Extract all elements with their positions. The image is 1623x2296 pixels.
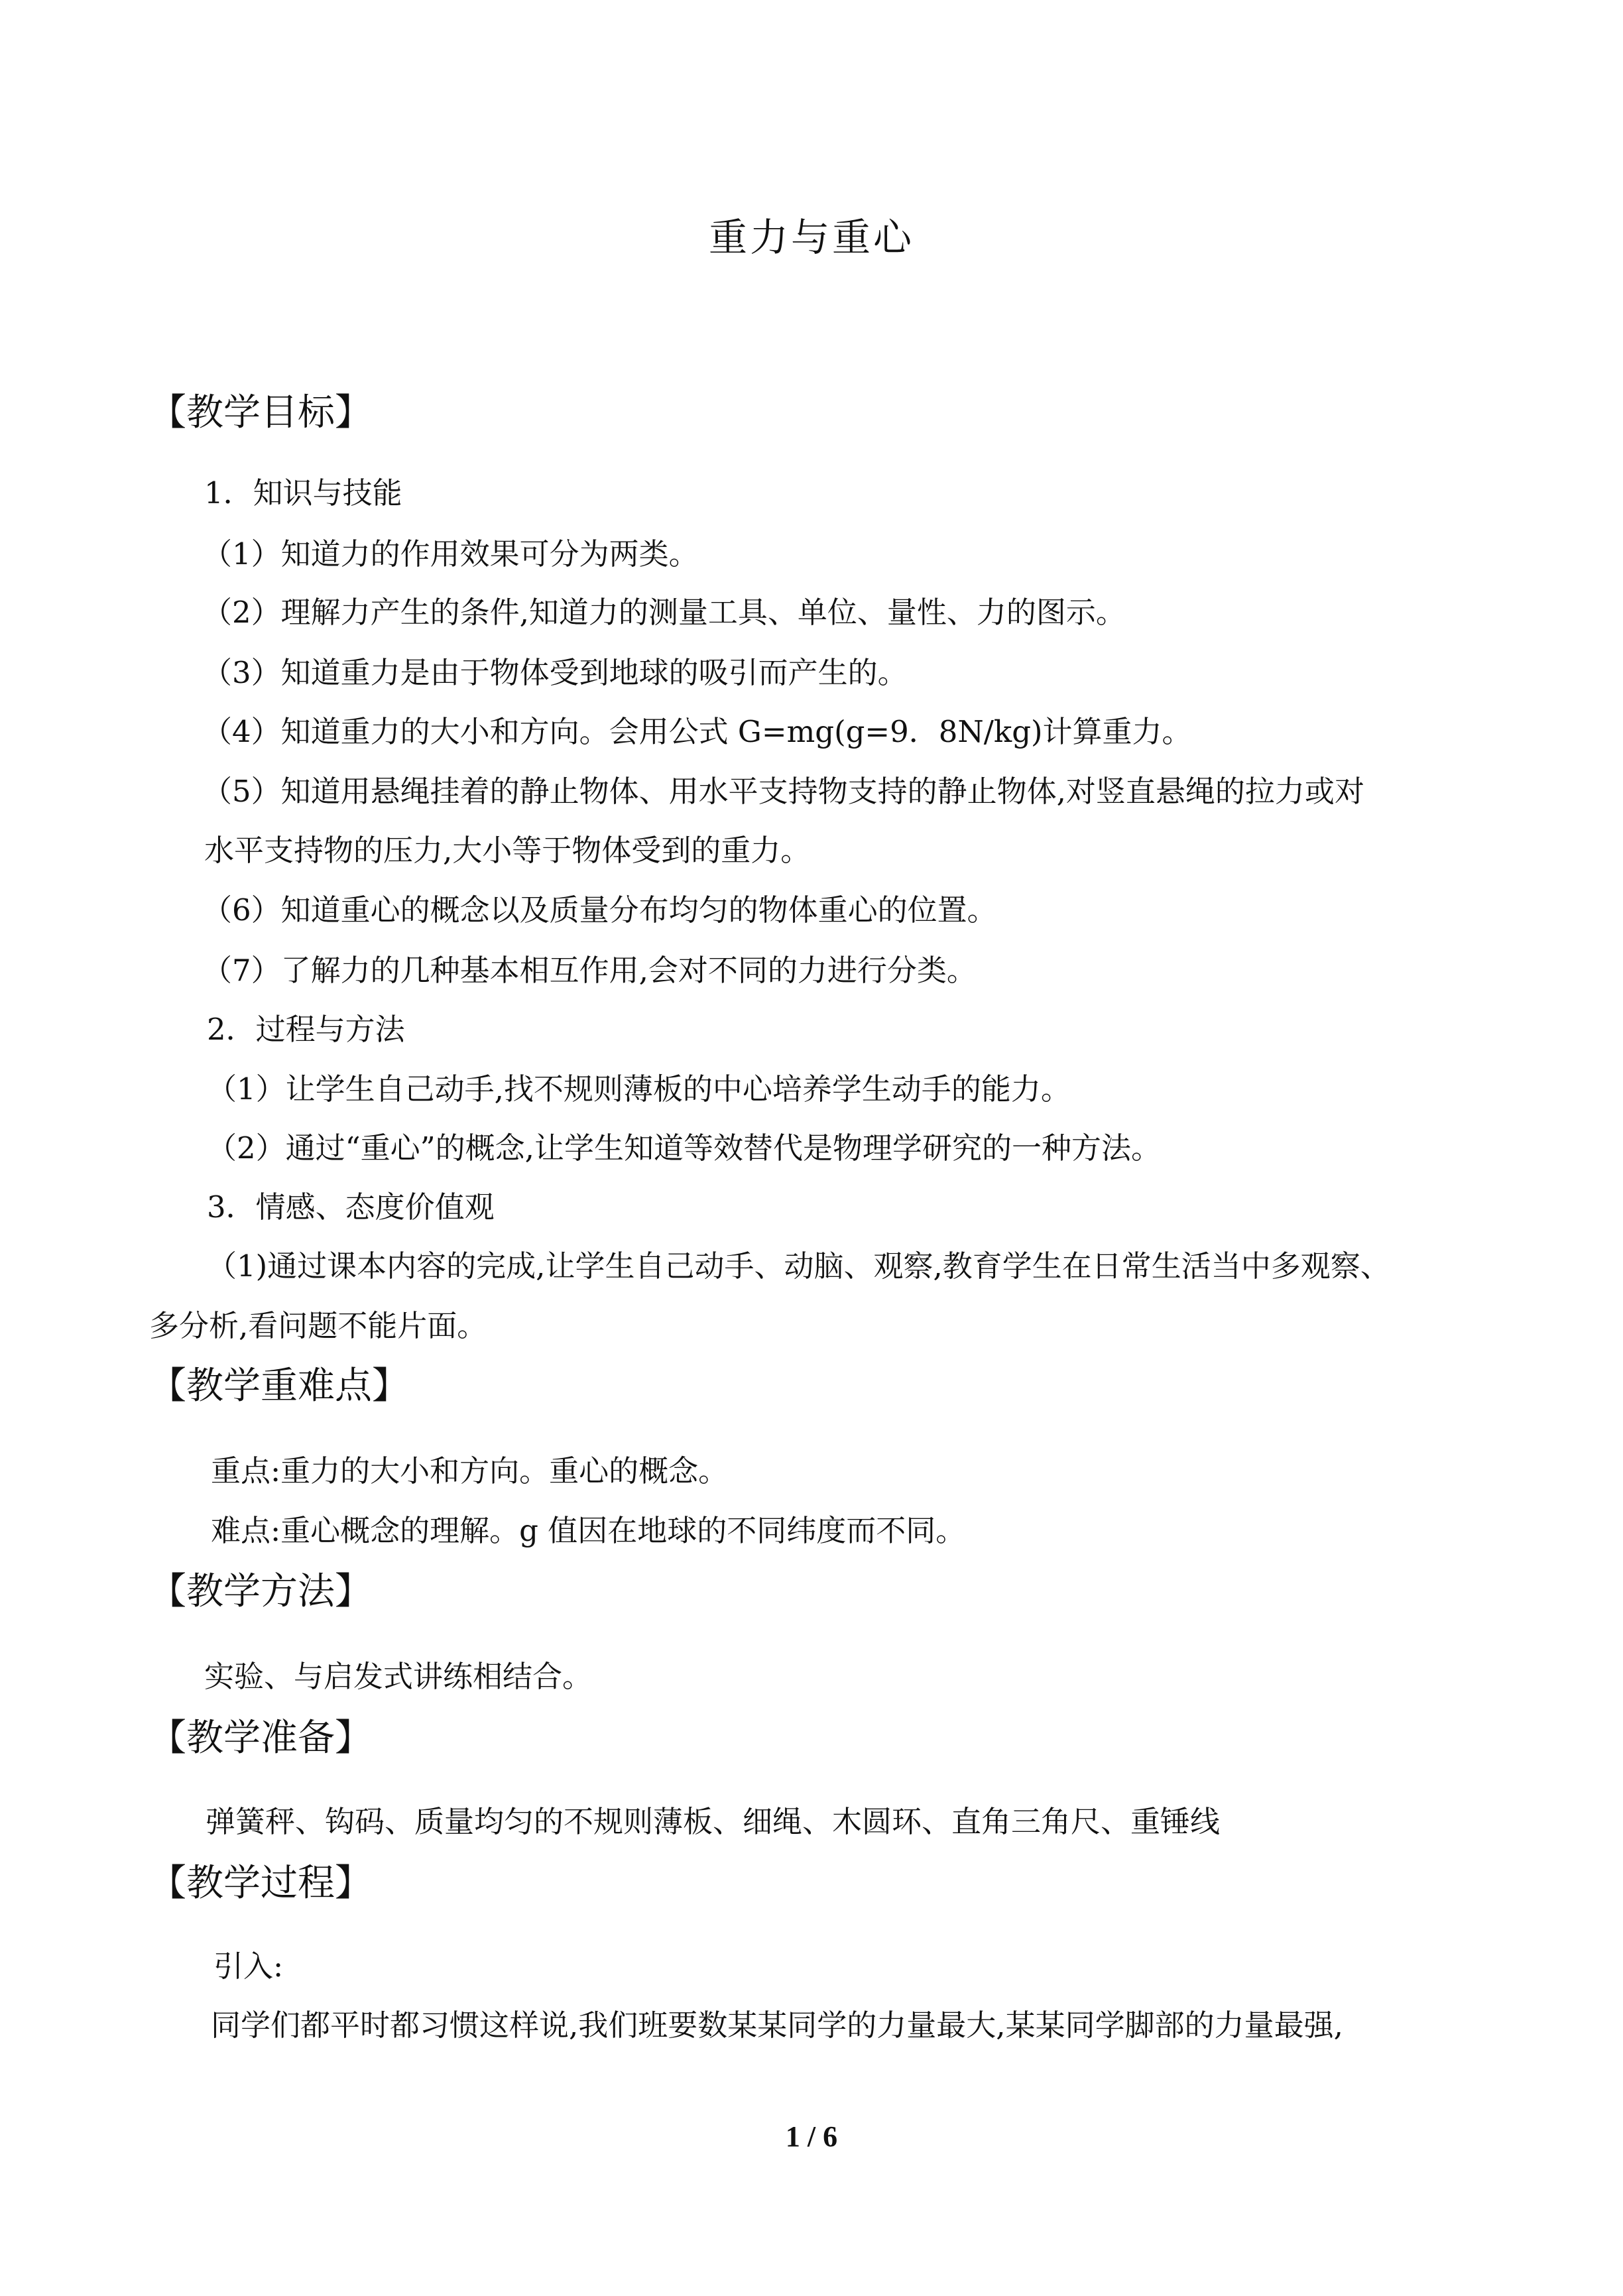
methods-text: 实验、与启发式讲练相结合。 bbox=[204, 1659, 593, 1694]
preparation-text: 弹簧秤、钩码、质量均匀的不规则薄板、细绳、木圆环、直角三角尺、重锤线 bbox=[206, 1804, 1221, 1839]
subsection-title-attitude-values: 3．情感、态度价值观 bbox=[207, 1189, 495, 1225]
section-heading-key-points: 【教学重难点】 bbox=[149, 1364, 409, 1408]
process-intro-label: 引入: bbox=[213, 1949, 284, 1984]
page-indicator: 1 / 6 bbox=[785, 2120, 838, 2153]
objective-item-3: （3）知道重力是由于物体受到地球的吸引而产生的。 bbox=[202, 655, 908, 690]
objective-item-5-line-1: （5）知道用悬绳挂着的静止物体、用水平支持物支持的静止物体,对竖直悬绳的拉力或对 bbox=[202, 774, 1364, 809]
process-method-item-1: （1）让学生自己动手,找不规则薄板的中心培养学生动手的能力。 bbox=[207, 1071, 1071, 1107]
key-point-difficulty: 难点:重心概念的理解。g 值因在地球的不同纬度而不同。 bbox=[211, 1513, 966, 1548]
objective-item-5-line-2: 水平支持物的压力,大小等于物体受到的重力。 bbox=[204, 833, 811, 868]
objective-item-4: （4）知道重力的大小和方向。会用公式 G=mg(g=9．8N/kg)计算重力。 bbox=[202, 714, 1192, 749]
section-heading-methods: 【教学方法】 bbox=[149, 1570, 372, 1613]
process-method-item-2: （2）通过“重心”的概念,让学生知道等效替代是物理学研究的一种方法。 bbox=[207, 1130, 1161, 1166]
attitude-item-1-line-2: 多分析,看问题不能片面。 bbox=[149, 1308, 487, 1343]
process-intro-text: 同学们都平时都习惯这样说,我们班要数某某同学的力量最大,某某同学脚部的力量最强, bbox=[211, 2008, 1343, 2043]
objective-item-6: （6）知道重心的概念以及质量分布均匀的物体重心的位置。 bbox=[202, 892, 997, 928]
key-point-focus: 重点:重力的大小和方向。重心的概念。 bbox=[211, 1453, 729, 1488]
subsection-title-process-methods: 2．过程与方法 bbox=[207, 1012, 405, 1047]
objective-item-2: （2）理解力产生的条件,知道力的测量工具、单位、量性、力的图示。 bbox=[202, 595, 1126, 630]
objective-item-7: （7）了解力的几种基本相互作用,会对不同的力进行分类。 bbox=[202, 953, 977, 988]
document-title: 重力与重心 bbox=[708, 215, 914, 260]
objective-item-1: （1）知道力的作用效果可分为两类。 bbox=[202, 536, 699, 572]
subsection-title-knowledge-skills: 1．知识与技能 bbox=[204, 475, 402, 511]
section-heading-process: 【教学过程】 bbox=[149, 1862, 372, 1905]
section-heading-objectives: 【教学目标】 bbox=[149, 391, 372, 434]
section-heading-preparation: 【教学准备】 bbox=[149, 1717, 372, 1760]
attitude-item-1-line-1: （1)通过课本内容的完成,让学生自己动手、动脑、观察,教育学生在日常生活当中多观察、 bbox=[207, 1248, 1390, 1284]
